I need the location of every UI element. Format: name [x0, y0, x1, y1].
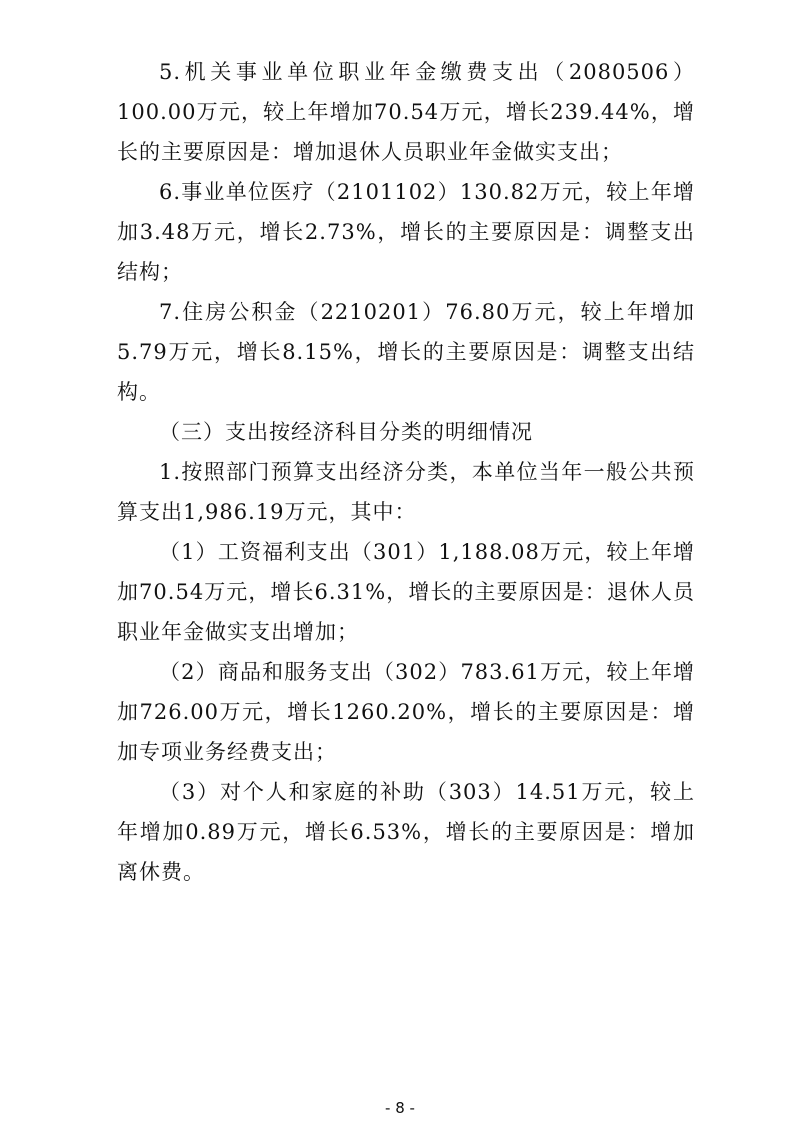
section-heading-economic-classification: （三）支出按经济科目分类的明细情况	[159, 420, 533, 444]
paragraph-item-6-medical: 6.事业单位医疗（2101102）130.82万元，较上年增加3.48万元，增长2.73%，增长的主要原因是：调整支出结构；	[117, 180, 695, 284]
paragraph-economic-classification-summary: 1.按照部门预算支出经济分类，本单位当年一般公共预算支出1,986.19万元，其中：	[117, 460, 695, 524]
paragraph-salary-welfare: （1）工资福利支出（301）1,188.08万元，较上年增加70.54万元，增长6.31%，增长的主要原因是：退休人员职业年金做实支出增加；	[117, 540, 695, 644]
paragraph-goods-services: （2）商品和服务支出（302）783.61万元，较上年增加726.00万元，增长1260.20%，增长的主要原因是：增加专项业务经费支出；	[117, 660, 695, 764]
document-body	[117, 52, 695, 892]
paragraph-item-7-housing-fund: 7.住房公积金（2210201）76.80万元，较上年增加5.79万元，增长8.15%，增长的主要原因是：调整支出结构。	[117, 300, 695, 404]
paragraph-household-subsidy: （3）对个人和家庭的补助（303）14.51万元，较上年增加0.89万元，增长6.53%，增长的主要原因是：增加离休费。	[117, 780, 695, 884]
paragraph-item-5-occupational-annuity: 5.机关事业单位职业年金缴费支出（2080506）100.00万元，较上年增加70.54万元，增长239.44%，增长的主要原因是：增加退休人员职业年金做实支出；	[117, 60, 695, 164]
page-number: - 8 -	[385, 1099, 415, 1117]
